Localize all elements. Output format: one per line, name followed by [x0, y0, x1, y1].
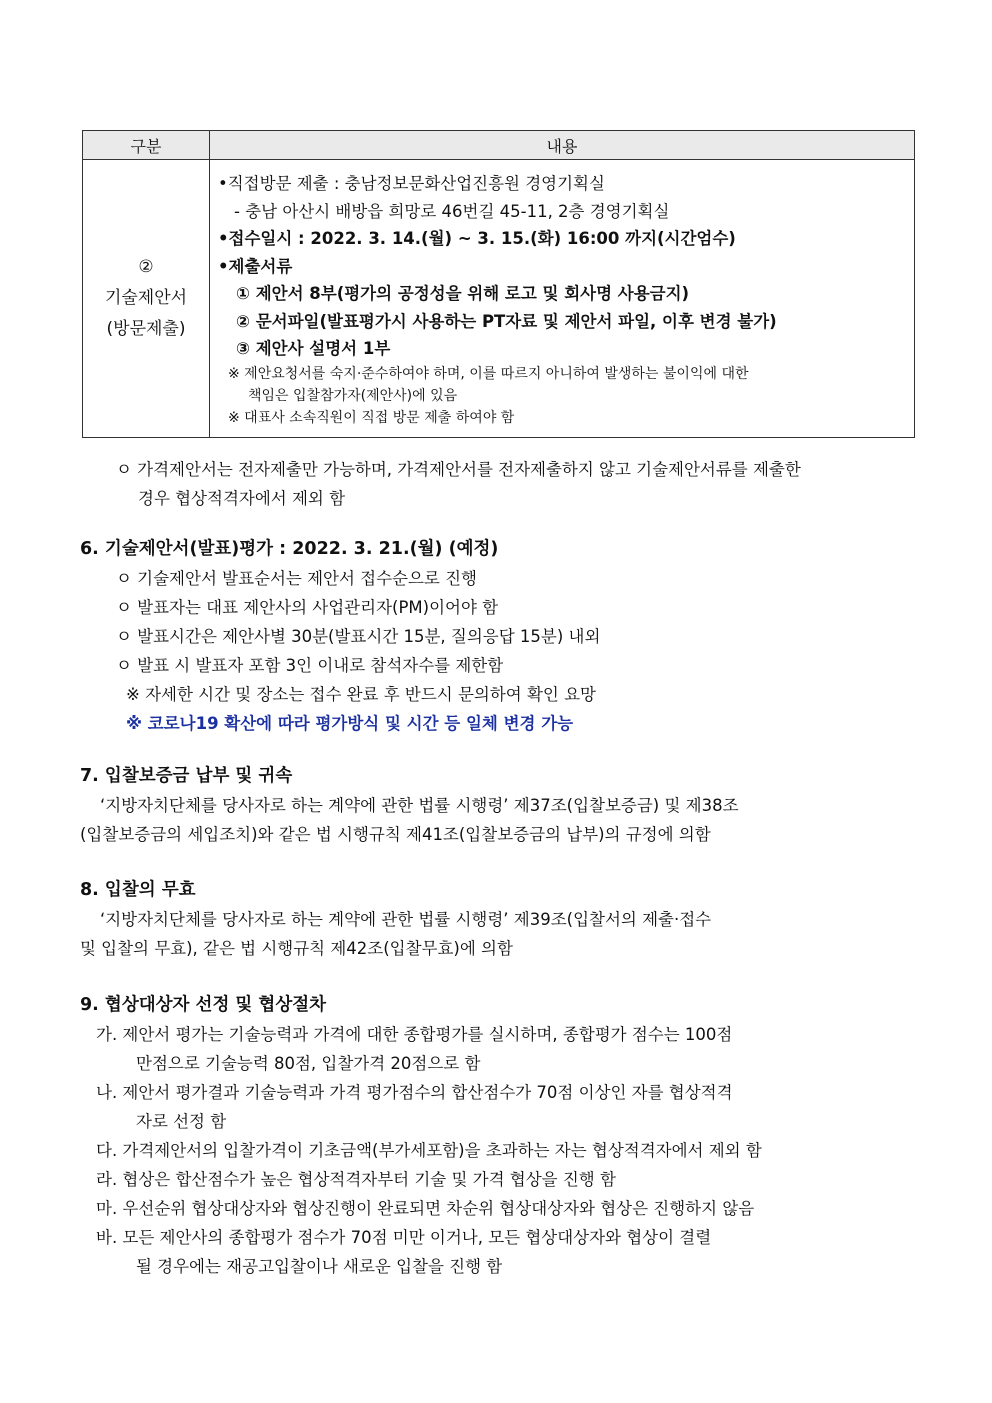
category-number: ② — [138, 256, 154, 277]
content-line: ③ 제안사 설명서 1부 — [236, 339, 391, 358]
section-8 — [80, 875, 915, 963]
section-7 — [80, 761, 915, 849]
list-item: ㅇ 발표 시 발표자 포함 3인 이내로 참석자수를 제한함 — [116, 656, 504, 675]
paragraph-line: ‘지방자치단체를 당사자로 하는 계약에 관한 법률 시행령’ 제39조(입찰서의 제출·접수 — [100, 910, 712, 929]
paragraph-line: ‘지방자치단체를 당사자로 하는 계약에 관한 법률 시행령’ 제37조(입찰보증금) 및 제38조 — [100, 796, 739, 815]
content-line: ② 문서파일(발표평가시 사용하는 PT자료 및 제안서 파일, 이후 변경 불가) — [236, 311, 777, 331]
category-label: 기술제안서 — [104, 287, 188, 308]
list-item: 다. 가격제안서의 입찰가격이 기초금액(부가세포함)을 초과하는 자는 협상적격자에서 제외 함 — [96, 1141, 762, 1160]
category-sublabel: (방문제출) — [106, 318, 186, 339]
list-item-cont: 자로 선정 함 — [136, 1112, 227, 1131]
header-category: 구분 — [83, 131, 210, 160]
list-item-cont: 될 경우에는 재공고입찰이나 새로운 입찰을 진행 함 — [136, 1257, 503, 1276]
content-line: •제출서류 — [218, 256, 293, 276]
list-item-cont: 만점으로 기술능력 80점, 입찰가격 20점으로 함 — [136, 1054, 481, 1073]
content-line: •직접방문 제출 : 충남정보문화산업진흥원 경영기획실 — [218, 174, 605, 193]
section-6 — [80, 534, 915, 738]
list-item: 마. 우선순위 협상대상자와 협상진행이 완료되면 차순위 협상대상자와 협상은 진행하지 않음 — [96, 1199, 755, 1218]
section-9 — [80, 990, 915, 1281]
paragraph-line: (입찰보증금의 세입조치)와 같은 법 시행규칙 제41조(입찰보증금의 납부)의 규정에 의함 — [80, 825, 711, 844]
price-proposal-note — [80, 455, 915, 513]
list-item: 가. 제안서 평가는 기술능력과 가격에 대한 종합평가를 실시하며, 종합평가 점수는 100점 — [96, 1025, 733, 1044]
list-item: ㅇ 기술제안서 발표순서는 제안서 접수순으로 진행 — [116, 569, 477, 588]
table-row — [83, 160, 915, 438]
content-note: ※ 대표사 소속직원이 직접 방문 제출 하여야 함 — [228, 409, 515, 426]
content-line: - 충남 아산시 배방읍 희망로 46번길 45-11, 2층 경영기획실 — [234, 201, 670, 221]
category-cell — [83, 160, 210, 438]
submission-table — [82, 130, 915, 438]
note-line-highlight: ※ 코로나19 확산에 따라 평가방식 및 시간 등 일체 변경 가능 — [126, 714, 574, 733]
list-item: 나. 제안서 평가결과 기술능력과 가격 평가점수의 합산점수가 70점 이상인 자를 협상적격 — [96, 1083, 733, 1102]
paragraph-line: 경우 협상적격자에서 제외 함 — [138, 489, 346, 508]
list-item: ㅇ 발표시간은 제안사별 30분(발표시간 15분, 질의응답 15분) 내외 — [116, 627, 601, 646]
content-note: ※ 제안요청서를 숙지·준수하여야 하며, 이를 따르지 아니하여 발생하는 불이익에 대한 — [228, 365, 749, 382]
table-header-row — [83, 131, 915, 160]
content-note: 책임은 입찰참가자(제안사)에 있음 — [248, 387, 458, 404]
list-item: 라. 협상은 합산점수가 높은 협상적격자부터 기술 및 가격 협상을 진행 함 — [96, 1170, 616, 1189]
header-content: 내용 — [210, 131, 915, 160]
content-line: ① 제안서 8부(평가의 공정성을 위해 로고 및 회사명 사용금지) — [236, 284, 690, 303]
list-item: 바. 모든 제안사의 종합평가 점수가 70점 미만 이거나, 모든 협상대상자와 협상이 결렬 — [96, 1228, 712, 1247]
paragraph-line: ㅇ 가격제안서는 전자제출만 가능하며, 가격제안서를 전자제출하지 않고 기술제안서류를 제출한 — [116, 460, 801, 479]
paragraph-line: 및 입찰의 무효), 같은 법 시행규칙 제42조(입찰무효)에 의함 — [80, 939, 513, 958]
content-line: •접수일시 : 2022. 3. 14.(월) ~ 3. 15.(화) 16:00 까지(시간엄수) — [218, 229, 736, 248]
content-cell — [210, 160, 915, 438]
section-title: 6. 기술제안서(발표)평가 : 2022. 3. 21.(월) (예정) — [80, 539, 499, 559]
section-title: 9. 협상대상자 선정 및 협상절차 — [80, 995, 327, 1015]
note-line: ※ 자세한 시간 및 장소는 접수 완료 후 반드시 문의하여 확인 요망 — [126, 685, 596, 704]
list-item: ㅇ 발표자는 대표 제안사의 사업관리자(PM)이어야 함 — [116, 598, 499, 617]
section-title: 7. 입찰보증금 납부 및 귀속 — [80, 766, 293, 786]
section-title: 8. 입찰의 무효 — [80, 880, 196, 900]
